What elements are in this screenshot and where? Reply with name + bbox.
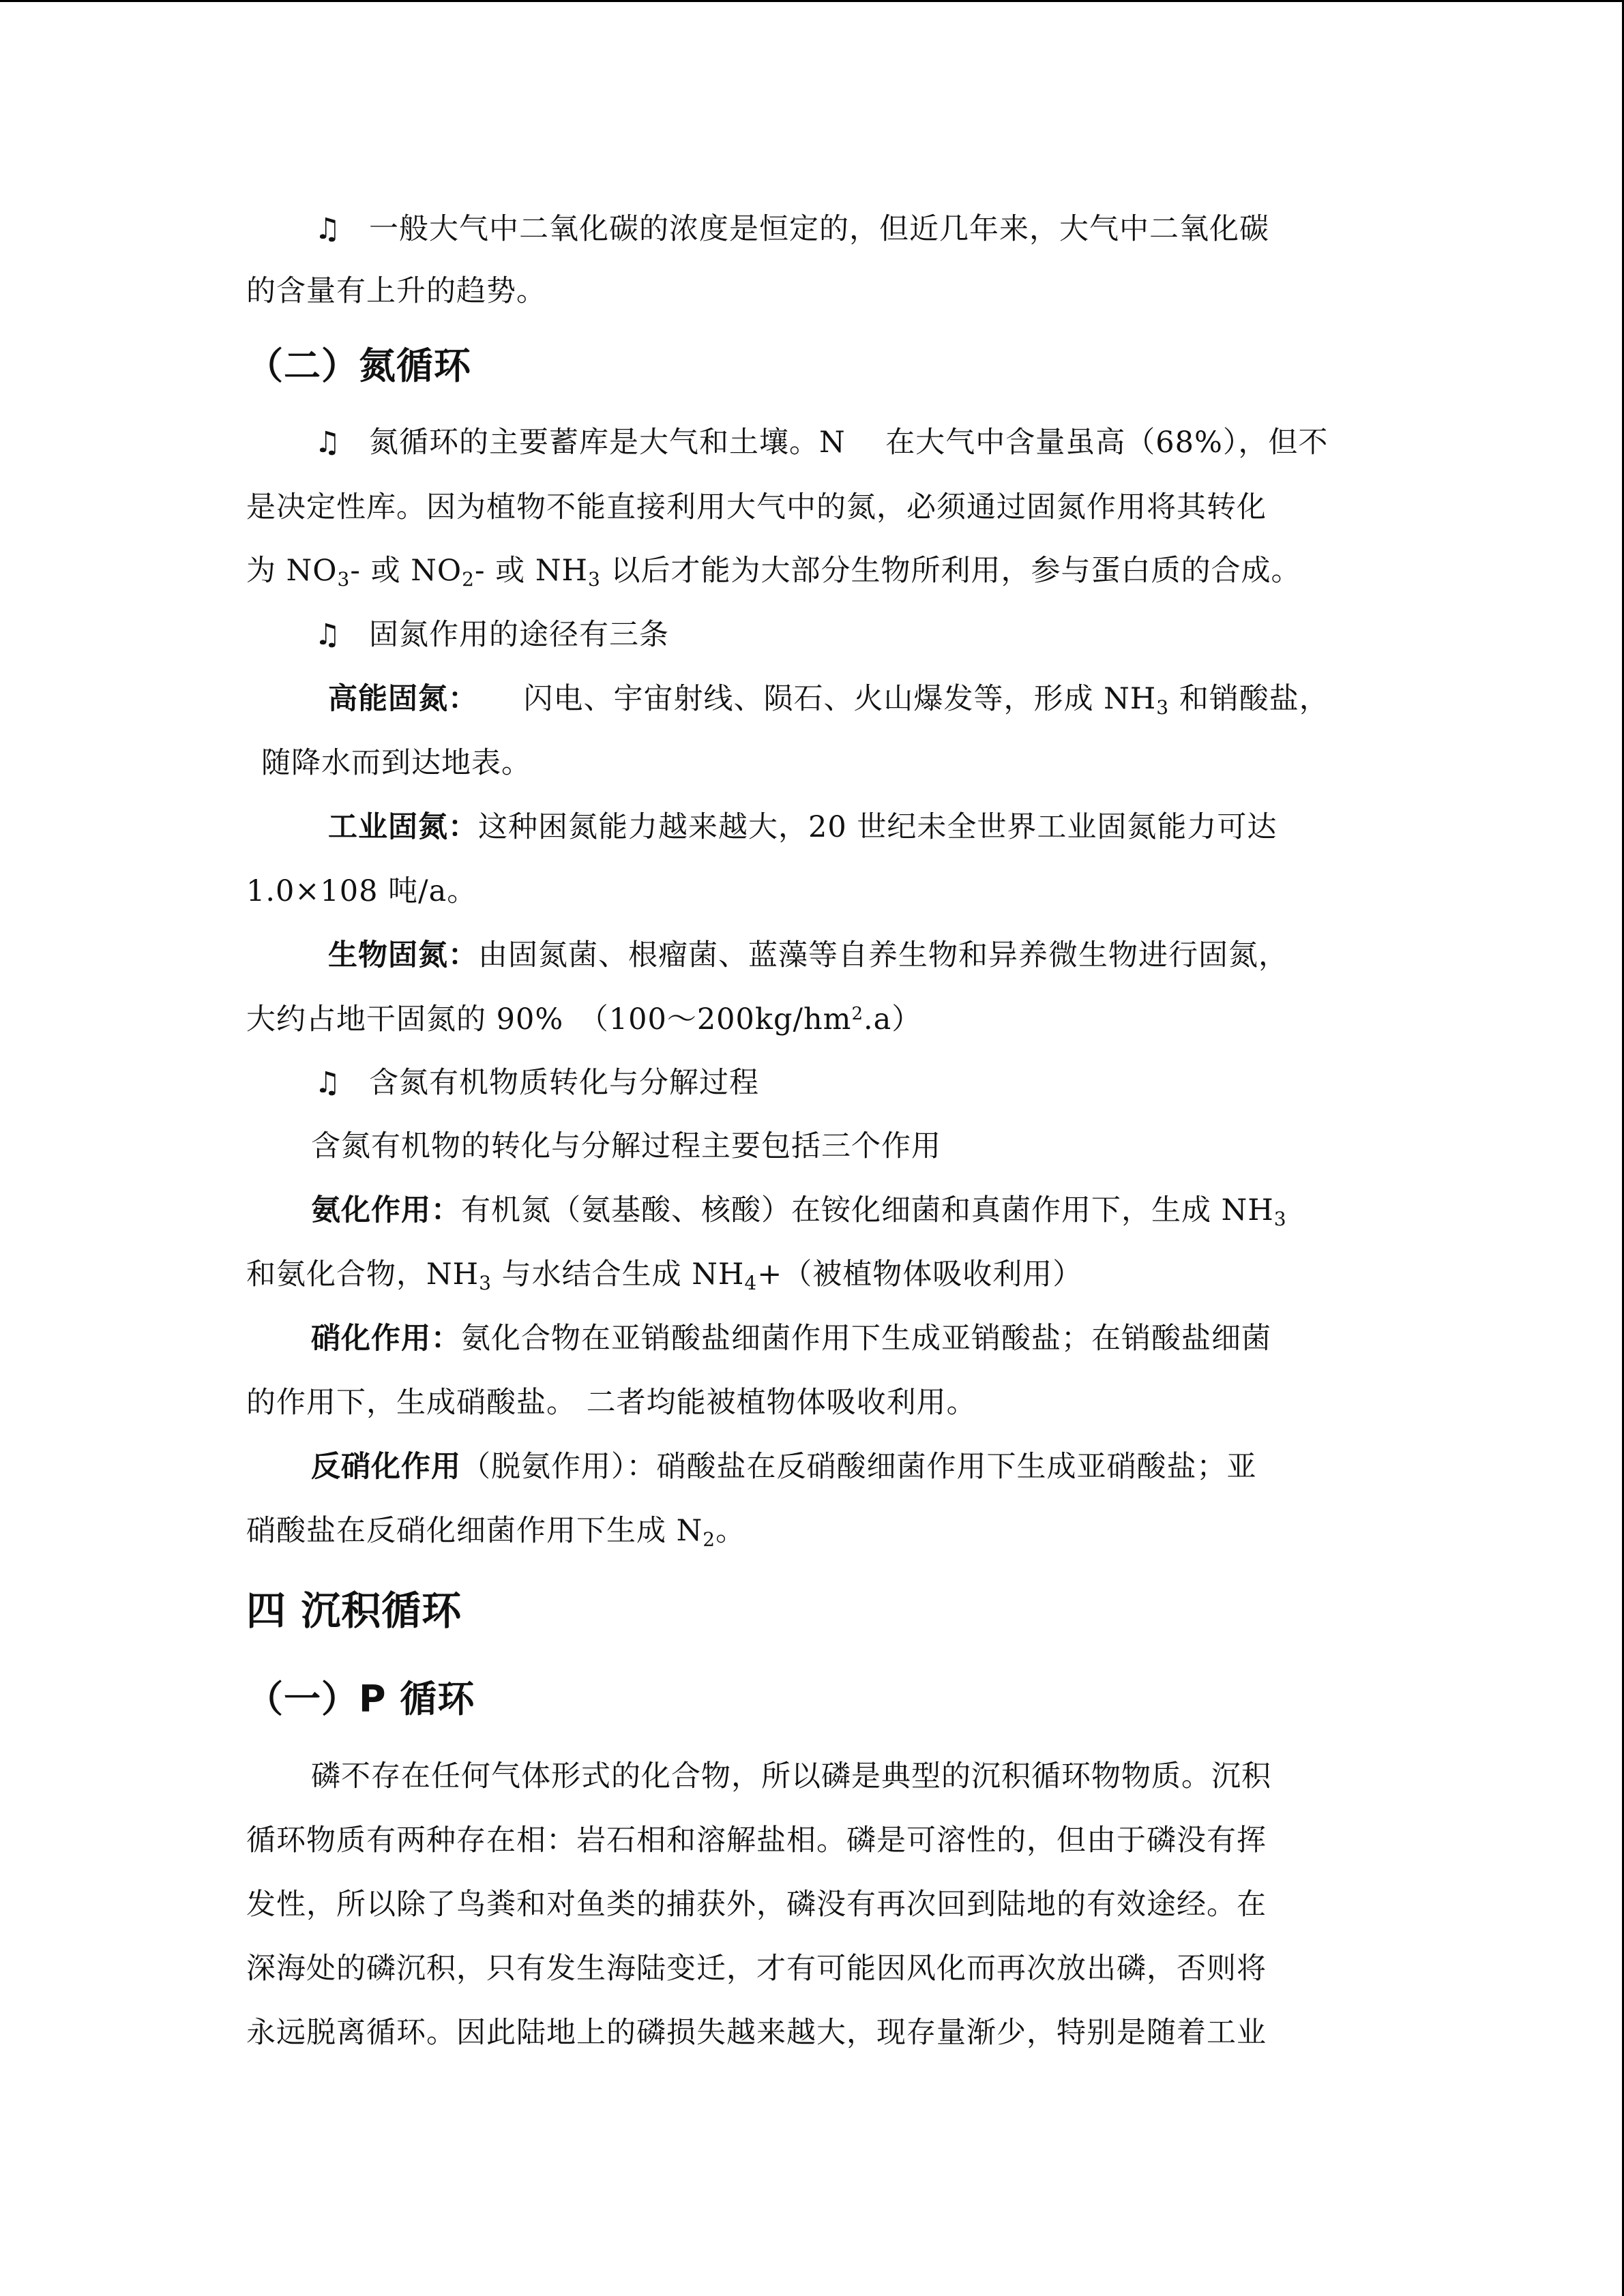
heading-nitrogen-cycle: （二）氮循环 [246,344,471,387]
biological-fixation-line1: 生物固氮：由固氮菌、根瘤菌、蓝藻等自养生物和异养微生物进行固氮， [328,938,1288,972]
paragraph-decomposition-title: ♫ 含氮有机物质转化与分解过程 [314,1063,759,1103]
ammonification-line1: 氨化作用：有机氮（氨基酸、核酸）在铵化细菌和真菌作用下，生成 $NH_3$ [311,1193,1287,1230]
music-note-icon: ♫ [314,426,342,460]
heading-p-cycle: （一）P 循环 [246,1678,475,1720]
paragraph-fixation-intro: ♫ 固氮作用的途径有三条 [314,615,669,655]
paragraph-phosphorus-line2: 循环物质有两种存在相：岩石相和溶解盐相。磷是可溶性的，但由于磷没有挥 [246,1823,1267,1858]
high-energy-fixation-line2: 随降水而到达地表。 [261,746,531,780]
high-energy-fixation-line1: 高能固氮： 闪电、宇宙射线、陨石、火山爆发等，形成 $NH_3$ 和销酸盐， [328,682,1329,719]
nitrification-line2: 的作用下，生成硝酸盐。 二者均能被植物体吸收利用。 [246,1386,977,1420]
denitrification-line1: 反硝化作用（脱氨作用）：硝酸盐在反硝酸细菌作用下生成亚硝酸盐；亚 [311,1450,1257,1484]
industrial-fixation-line2: 1.0×108 吨/a。 [246,874,477,908]
paragraph-phosphorus-line3: 发性，所以除了鸟粪和对鱼类的捕获外，磷没有再次回到陆地的有效途经。在 [246,1888,1267,1922]
paragraph-phosphorus-line4: 深海处的磷沉积，只有发生海陆变迁，才有可能因风化而再次放出磷，否则将 [246,1952,1267,1986]
paragraph-co2-line1: ♫ 一般大气中二氧化碳的浓度是恒定的，但近几年来，大气中二氧化碳 [314,209,1269,249]
paragraph-phosphorus-line1: 磷不存在任何气体形式的化合物，所以磷是典型的沉积循环物物质。沉积 [311,1759,1271,1793]
paragraph-phosphorus-line5: 永远脱离循环。因此陆地上的磷损失越来越大，现存量渐少，特别是随着工业 [246,2016,1267,2050]
music-note-icon: ♫ [314,618,342,652]
music-note-icon: ♫ [314,212,342,246]
denitrification-line2: 硝酸盐在反硝化细菌作用下生成 $N_2$。 [246,1514,746,1551]
page-border-top [0,0,1624,2]
industrial-fixation-line1: 工业固氮：这种困氮能力越来越大，20 世纪未全世界工业固氮能力可达 [328,810,1278,844]
paragraph-nitrogen-line1: ♫ 氮循环的主要蓄库是大气和土壤。N 在大气中含量虽高（68%），但不 [314,423,1328,462]
heading-sediment-cycle: 四 沉积循环 [246,1587,462,1634]
ammonification-line2: 和氨化合物，$NH_3$ 与水结合生成 $NH_4+$（被植物体吸收利用） [246,1257,1083,1294]
paragraph-co2-line2: 的含量有上升的趋势。 [246,274,546,308]
nitrification-line1: 硝化作用：氨化合物在亚销酸盐细菌作用下生成亚销酸盐；在销酸盐细菌 [311,1322,1271,1356]
music-note-icon: ♫ [314,1066,342,1100]
biological-fixation-line2: 大约占地干固氮的 90% $(100\sim 200kg/hm^2.a)$ [246,1002,922,1037]
paragraph-decomposition-intro: 含氮有机物的转化与分解过程主要包括三个作用 [311,1129,941,1163]
paragraph-nitrogen-line3: 为 $NO_3-$ 或 $NO_2-$ 或 $NH_3$ 以后才能为大部分生物所利用，参与蛋白质的合成。 [246,554,1301,591]
paragraph-nitrogen-line2: 是决定性库。因为植物不能直接利用大气中的氮，必须通过固氮作用将其转化 [246,490,1267,524]
